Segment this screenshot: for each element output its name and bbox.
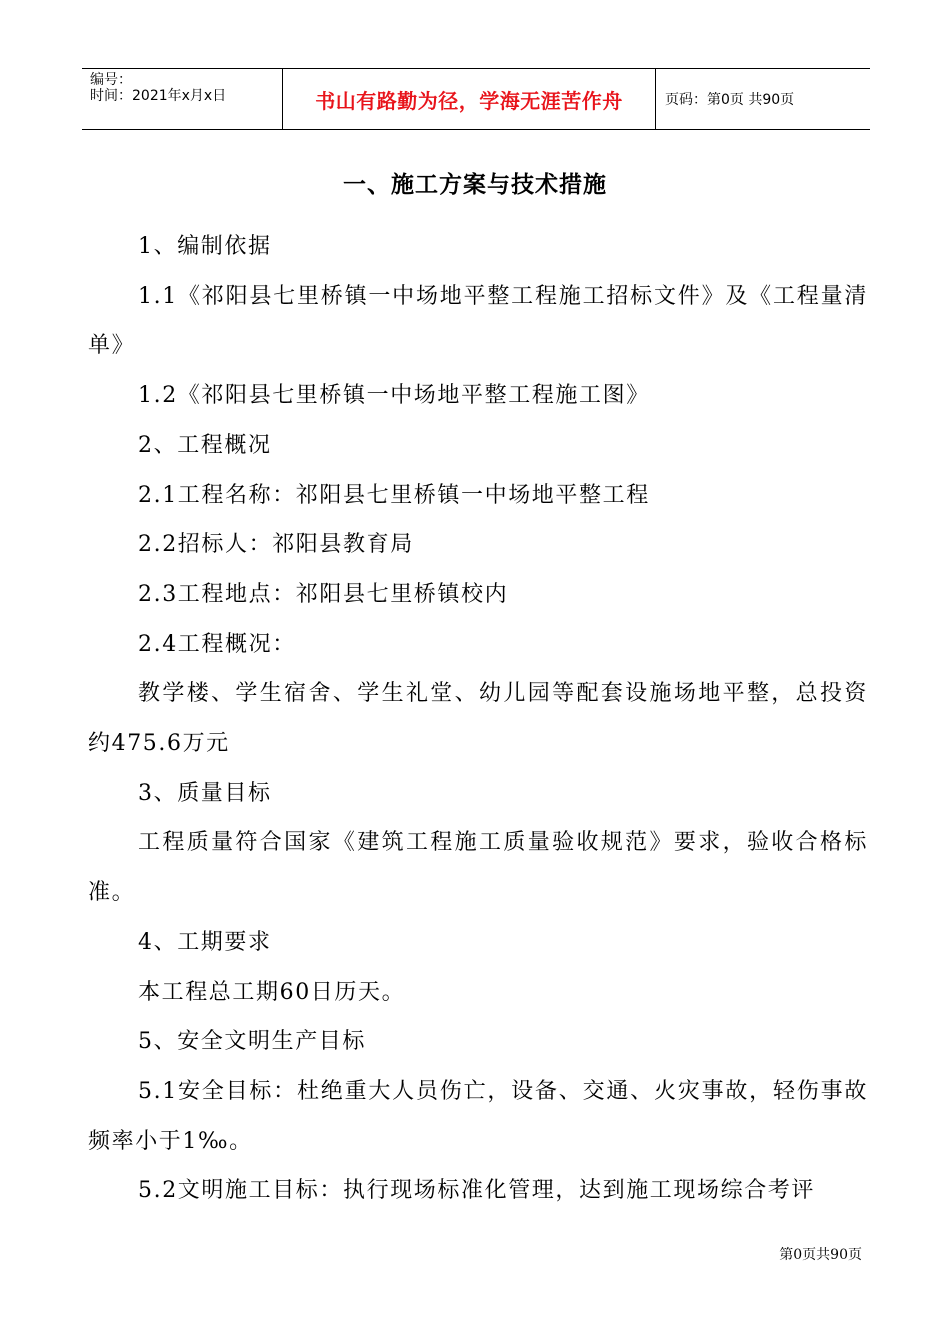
paragraph: 本工程总工期60日历天。 — [138, 979, 406, 1005]
header-meta — [82, 69, 282, 129]
header-page-label: 页码：第0页 共90页 — [665, 92, 795, 108]
paragraph: 工程质量符合国家《建筑工程施工质量验收规范》要求，验收合格标准。 — [88, 830, 868, 906]
document-body — [88, 222, 868, 1216]
paragraph: 5、安全文明生产目标 — [138, 1029, 366, 1055]
header-motto-cell — [282, 69, 656, 129]
document-header — [82, 68, 870, 130]
paragraph: 1、编制依据 — [138, 234, 272, 259]
paragraph: 2.1工程名称：祁阳县七里桥镇一中场地平整工程 — [138, 482, 650, 508]
paragraph: 5.1安全目标：杜绝重大人员伤亡，设备、交通、火灾事故，轻伤事故频率小于1‰。 — [88, 1078, 868, 1154]
time-label: 时间：2021年x月x日 — [90, 88, 227, 104]
document-title: 一、施工方案与技术措施 — [343, 172, 607, 198]
paragraph: 2、工程概况 — [138, 432, 272, 458]
header-page-cell — [656, 69, 870, 129]
number-label: 编号： — [90, 72, 132, 88]
paragraph: 2.4工程概况： — [138, 631, 296, 657]
paragraph: 2.3工程地点：祁阳县七里桥镇校内 — [138, 581, 509, 607]
paragraph: 3、质量目标 — [138, 780, 272, 806]
page-footer: 第0页共90页 — [779, 1247, 862, 1263]
paragraph: 5.2文明施工目标：执行现场标准化管理，达到施工现场综合考评 — [138, 1178, 815, 1204]
paragraph: 1.1《祁阳县七里桥镇一中场地平整工程施工招标文件》及《工程量清单》 — [88, 283, 868, 359]
paragraph: 4、工期要求 — [138, 929, 272, 955]
header-motto: 书山有路勤为径，学海无涯苦作舟 — [315, 88, 623, 113]
paragraph: 2.2招标人：祁阳县教育局 — [138, 532, 414, 558]
paragraph: 1.2《祁阳县七里桥镇一中场地平整工程施工图》 — [138, 383, 650, 409]
paragraph: 教学楼、学生宿舍、学生礼堂、幼儿园等配套设施场地平整，总投资约475.6万元 — [88, 681, 868, 757]
